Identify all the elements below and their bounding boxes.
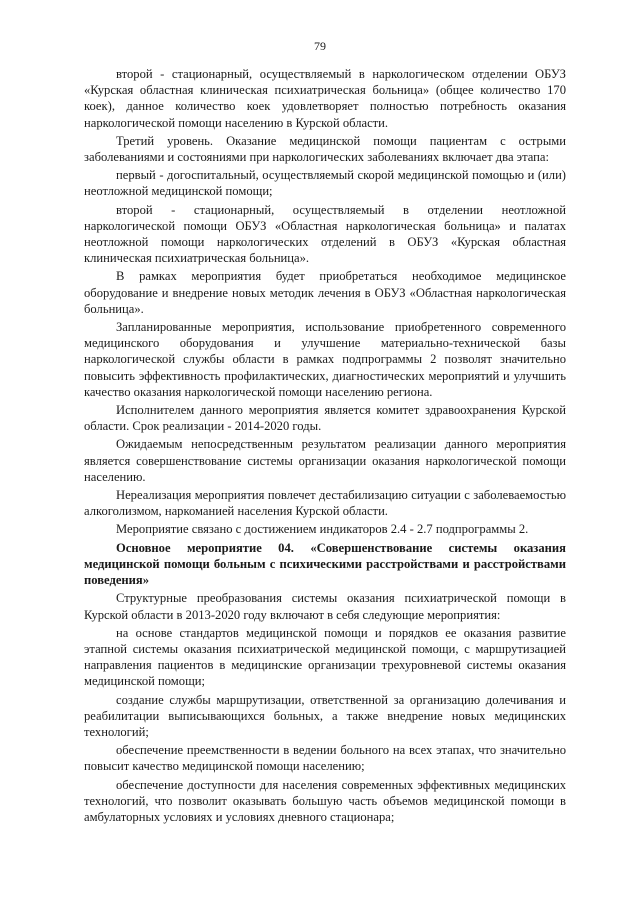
paragraph: на основе стандартов медицинской помощи и порядков ее оказания развитие этапной системы оказания психиатрической медицинской помощи, с маршрутизацией направления пациентов в медицинские организации трехуровневой системы оказания медицинской помощи; [84,625,566,689]
paragraph: В рамках мероприятия будет приобретаться необходимое медицинское оборудование и внедрение новых методик лечения в ОБУЗ «Областная наркологическая больница». [84,269,566,316]
paragraph: Ожидаемым непосредственным результатом реализации данного мероприятия является совершенствование системы организации оказания наркологической помощи населению. [84,437,566,484]
paragraph: обеспечение доступности для населения современных эффективных медицинских технологий, что позволит оказывать большую часть объемов медицинской помощи в амбулаторных условиях и условиях дневного стационара; [84,777,566,824]
paragraph: Исполнителем данного мероприятия является комитет здравоохранения Курской области. Срок реализации - 2014-2020 годы. [84,403,566,434]
paragraph: Нереализация мероприятия повлечет дестабилизацию ситуации с заболеваемостью алкоголизмом, наркоманией населения Курской области. [84,488,566,519]
paragraph: Третий уровень. Оказание медицинской помощи пациентам с острыми заболеваниями и состояниями при наркологических заболеваниях включает два этапа: [84,133,566,165]
paragraph: Мероприятие связано с достижением индикаторов 2.4 - 2.7 подпрограммы 2. [116,522,529,537]
section-heading: Основное мероприятие 04. «Совершенствование системы оказания медицинской помощи больным с психическими расстройствами и расстройствами поведения» [84,540,566,588]
paragraph: Структурные преобразования системы оказания психиатрической помощи в Курской области в 2013-2020 году включают в себя следующие мероприятия: [84,591,566,622]
document-body [84,66,566,827]
paragraph: Запланированные мероприятия, использование приобретенного современного медицинского оборудования и улучшение материально-технической базы наркологической службы области в рамках подпрограммы 2 позволят значительно повысить эффективность профилактических, диагностических мероприятий и улучшить качество оказания наркологической помощи населению региона. [84,320,566,399]
paragraph: второй - стационарный, осуществляемый в наркологическом отделении ОБУЗ «Курская областная клиническая психиатрическая больница» (общее количество 170 коек), данное количество коек удовлетворяет полностью потребность оказания наркологической помощи населению в Курской области. [84,67,566,130]
page-number: 79 [314,39,326,53]
paragraph: первый - догоспитальный, осуществляемый скорой медицинской помощью и (или) неотложной медицинской помощи; [84,168,566,199]
paragraph: обеспечение преемственности в ведении больного на всех этапах, что значительно повысит качество медицинской помощи населению; [84,743,566,774]
paragraph: второй - стационарный, осуществляемый в отделении неотложной наркологической помощи ОБУЗ «Областная наркологическая больница» и палатах неотложной помощи наркологических отделений в ОБУЗ «Курская областная клиническая психиатрическая больница». [84,202,566,266]
paragraph: создание службы маршрутизации, ответственной за организацию долечивания и реабилитации выписывающихся больных, а также внедрение новых медицинских технологий; [84,692,566,739]
